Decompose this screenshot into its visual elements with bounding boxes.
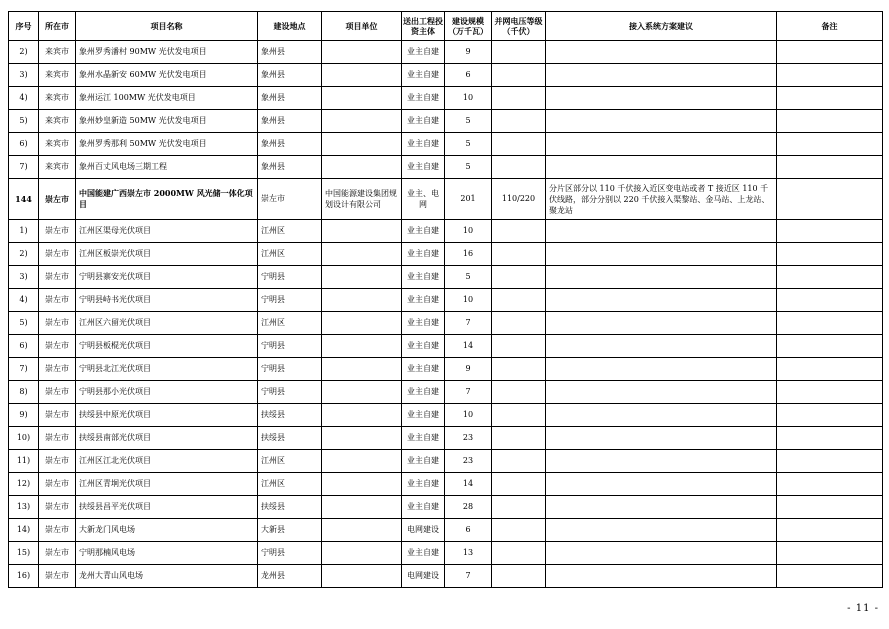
table-row: [9, 289, 883, 312]
cell-city: 来宾市: [39, 41, 76, 64]
projects-table: [8, 11, 883, 588]
cell-city: 崇左市: [39, 496, 76, 519]
cell-scale: 13: [445, 542, 492, 565]
header-voltage: 并网电压等级（千伏）: [492, 12, 546, 41]
cell-note: [777, 110, 883, 133]
cell-investor: 业主、电网: [402, 179, 445, 220]
cell-access-plan: [546, 358, 777, 381]
cell-voltage: [492, 243, 546, 266]
cell-project-name: 象州百丈风电场三期工程: [76, 156, 258, 179]
cell-scale: 23: [445, 427, 492, 450]
cell-note: [777, 358, 883, 381]
cell-location: 扶绥县: [258, 404, 322, 427]
cell-investor: 业主自建: [402, 473, 445, 496]
cell-project-name: 江州区江北光伏项目: [76, 450, 258, 473]
cell-no: 10): [9, 427, 39, 450]
cell-scale: 7: [445, 381, 492, 404]
cell-location: 象州县: [258, 87, 322, 110]
cell-voltage: [492, 381, 546, 404]
cell-project-unit: [322, 427, 402, 450]
cell-investor: 业主自建: [402, 41, 445, 64]
cell-access-plan: [546, 381, 777, 404]
cell-no: 5): [9, 110, 39, 133]
page-number: - 11 -: [847, 603, 879, 614]
cell-city: 崇左市: [39, 473, 76, 496]
cell-location: 江州区: [258, 220, 322, 243]
table-body: [9, 41, 883, 588]
cell-project-unit: [322, 289, 402, 312]
header-access-plan: 接入系统方案建议: [546, 12, 777, 41]
cell-city: 崇左市: [39, 179, 76, 220]
cell-access-plan: [546, 87, 777, 110]
cell-scale: 14: [445, 473, 492, 496]
cell-no: 3): [9, 64, 39, 87]
cell-project-unit: [322, 473, 402, 496]
cell-voltage: [492, 565, 546, 588]
cell-city: 崇左市: [39, 404, 76, 427]
cell-location: 江州区: [258, 450, 322, 473]
cell-note: [777, 64, 883, 87]
cell-note: [777, 87, 883, 110]
table-row: [9, 41, 883, 64]
table-row: [9, 404, 883, 427]
cell-location: 象州县: [258, 110, 322, 133]
header-project-unit: 项目单位: [322, 12, 402, 41]
cell-city: 来宾市: [39, 87, 76, 110]
cell-scale: 28: [445, 496, 492, 519]
cell-project-name: 扶绥县南部光伏项目: [76, 427, 258, 450]
cell-voltage: [492, 312, 546, 335]
cell-location: 象州县: [258, 41, 322, 64]
cell-project-name: 江州区渠母光伏项目: [76, 220, 258, 243]
cell-access-plan: [546, 220, 777, 243]
cell-city: 来宾市: [39, 133, 76, 156]
cell-no: 6): [9, 335, 39, 358]
cell-project-unit: [322, 243, 402, 266]
cell-note: [777, 542, 883, 565]
cell-no: 3): [9, 266, 39, 289]
cell-scale: 23: [445, 450, 492, 473]
table-row: [9, 243, 883, 266]
table-row: [9, 312, 883, 335]
cell-location: 象州县: [258, 64, 322, 87]
table-row: [9, 220, 883, 243]
table-row: [9, 381, 883, 404]
cell-project-name: 江州区青坰光伏项目: [76, 473, 258, 496]
cell-city: 来宾市: [39, 64, 76, 87]
cell-investor: 业主自建: [402, 243, 445, 266]
cell-project-name: 扶绥县中原光伏项目: [76, 404, 258, 427]
cell-city: 崇左市: [39, 565, 76, 588]
cell-voltage: [492, 87, 546, 110]
cell-no: 7): [9, 156, 39, 179]
cell-investor: 业主自建: [402, 133, 445, 156]
cell-voltage: [492, 64, 546, 87]
cell-no: 15): [9, 542, 39, 565]
cell-note: [777, 473, 883, 496]
cell-access-plan: [546, 64, 777, 87]
header-scale: 建设规模（万千瓦）: [445, 12, 492, 41]
cell-location: 崇左市: [258, 179, 322, 220]
table-row: [9, 133, 883, 156]
cell-scale: 6: [445, 64, 492, 87]
cell-location: 宁明县: [258, 381, 322, 404]
cell-investor: 业主自建: [402, 542, 445, 565]
cell-city: 来宾市: [39, 156, 76, 179]
cell-location: 龙州县: [258, 565, 322, 588]
table-header-row: [9, 12, 883, 41]
cell-voltage: [492, 41, 546, 64]
cell-project-name: 江州区六留光伏项目: [76, 312, 258, 335]
cell-scale: 5: [445, 156, 492, 179]
cell-no: 5): [9, 312, 39, 335]
cell-location: 宁明县: [258, 289, 322, 312]
cell-scale: 14: [445, 335, 492, 358]
cell-city: 崇左市: [39, 450, 76, 473]
cell-scale: 9: [445, 41, 492, 64]
cell-access-plan: [546, 404, 777, 427]
cell-access-plan: [546, 565, 777, 588]
cell-project-unit: [322, 266, 402, 289]
cell-note: [777, 220, 883, 243]
cell-scale: 10: [445, 87, 492, 110]
cell-project-name: 象州罗秀那利 50MW 光伏发电项目: [76, 133, 258, 156]
cell-investor: 电网建设: [402, 565, 445, 588]
cell-location: 江州区: [258, 243, 322, 266]
cell-access-plan: [546, 156, 777, 179]
cell-investor: 业主自建: [402, 358, 445, 381]
cell-location: 宁明县: [258, 358, 322, 381]
table-row: [9, 565, 883, 588]
header-city: 所在市: [39, 12, 76, 41]
table-row: [9, 427, 883, 450]
cell-voltage: [492, 404, 546, 427]
cell-location: 宁明县: [258, 542, 322, 565]
cell-investor: 业主自建: [402, 220, 445, 243]
cell-scale: 5: [445, 110, 492, 133]
cell-project-unit: [322, 519, 402, 542]
cell-note: [777, 312, 883, 335]
cell-project-name: 扶绥县昌平光伏项目: [76, 496, 258, 519]
cell-access-plan: [546, 110, 777, 133]
cell-investor: 业主自建: [402, 289, 445, 312]
cell-scale: 10: [445, 404, 492, 427]
cell-note: [777, 496, 883, 519]
cell-scale: 5: [445, 133, 492, 156]
cell-voltage: [492, 450, 546, 473]
cell-project-unit: [322, 358, 402, 381]
cell-project-unit: [322, 41, 402, 64]
header-location: 建设地点: [258, 12, 322, 41]
cell-no: 7): [9, 358, 39, 381]
cell-investor: 业主自建: [402, 450, 445, 473]
cell-note: [777, 565, 883, 588]
table-row: [9, 179, 883, 220]
cell-city: 崇左市: [39, 542, 76, 565]
cell-scale: 10: [445, 289, 492, 312]
table-row: [9, 358, 883, 381]
cell-investor: 业主自建: [402, 427, 445, 450]
cell-location: 象州县: [258, 133, 322, 156]
cell-access-plan: [546, 312, 777, 335]
cell-project-unit: [322, 64, 402, 87]
cell-project-name: 宁明县板棍光伏项目: [76, 335, 258, 358]
cell-no: 4): [9, 87, 39, 110]
cell-project-name: 宁明那楠风电场: [76, 542, 258, 565]
cell-no: 4): [9, 289, 39, 312]
cell-access-plan: [546, 41, 777, 64]
cell-access-plan: [546, 519, 777, 542]
table-row: [9, 110, 883, 133]
cell-note: [777, 519, 883, 542]
cell-access-plan: [546, 496, 777, 519]
cell-voltage: [492, 358, 546, 381]
table-row: [9, 335, 883, 358]
cell-project-unit: [322, 542, 402, 565]
cell-project-unit: 中国能源建设集团规划设计有限公司: [322, 179, 402, 220]
cell-scale: 7: [445, 565, 492, 588]
cell-voltage: [492, 133, 546, 156]
cell-investor: 业主自建: [402, 110, 445, 133]
cell-project-name: 中国能建广西崇左市 2000MW 风光储一体化项目: [76, 179, 258, 220]
cell-project-unit: [322, 450, 402, 473]
cell-access-plan: [546, 266, 777, 289]
header-project-name: 项目名称: [76, 12, 258, 41]
cell-voltage: [492, 289, 546, 312]
cell-note: [777, 41, 883, 64]
cell-location: 大新县: [258, 519, 322, 542]
cell-no: 13): [9, 496, 39, 519]
cell-note: [777, 335, 883, 358]
cell-project-unit: [322, 565, 402, 588]
cell-project-unit: [322, 335, 402, 358]
cell-city: 崇左市: [39, 289, 76, 312]
table-row: [9, 519, 883, 542]
cell-voltage: [492, 266, 546, 289]
cell-project-unit: [322, 404, 402, 427]
table-row: [9, 473, 883, 496]
cell-voltage: [492, 542, 546, 565]
cell-location: 宁明县: [258, 266, 322, 289]
header-no: 序号: [9, 12, 39, 41]
cell-scale: 7: [445, 312, 492, 335]
cell-no: 14): [9, 519, 39, 542]
cell-no: 1): [9, 220, 39, 243]
cell-project-unit: [322, 496, 402, 519]
cell-investor: 电网建设: [402, 519, 445, 542]
cell-no: 2): [9, 243, 39, 266]
cell-project-unit: [322, 220, 402, 243]
cell-note: [777, 404, 883, 427]
cell-investor: 业主自建: [402, 266, 445, 289]
cell-voltage: [492, 496, 546, 519]
cell-project-name: 宁明县北江光伏项目: [76, 358, 258, 381]
cell-project-unit: [322, 110, 402, 133]
cell-access-plan: [546, 133, 777, 156]
cell-project-name: 大新龙门风电场: [76, 519, 258, 542]
cell-project-name: 宁明县峙书光伏项目: [76, 289, 258, 312]
table-row: [9, 542, 883, 565]
cell-voltage: [492, 156, 546, 179]
table-row: [9, 450, 883, 473]
cell-no: 8): [9, 381, 39, 404]
cell-scale: 10: [445, 220, 492, 243]
cell-investor: 业主自建: [402, 312, 445, 335]
cell-note: [777, 266, 883, 289]
cell-no: 144: [9, 179, 39, 220]
cell-scale: 9: [445, 358, 492, 381]
cell-access-plan: [546, 289, 777, 312]
cell-voltage: [492, 519, 546, 542]
cell-project-name: 江州区板崇光伏项目: [76, 243, 258, 266]
cell-scale: 201: [445, 179, 492, 220]
cell-project-name: 宁明县那小光伏项目: [76, 381, 258, 404]
cell-investor: 业主自建: [402, 404, 445, 427]
cell-note: [777, 427, 883, 450]
cell-no: 11): [9, 450, 39, 473]
table-row: [9, 496, 883, 519]
cell-city: 崇左市: [39, 312, 76, 335]
cell-note: [777, 133, 883, 156]
cell-scale: 5: [445, 266, 492, 289]
cell-city: 崇左市: [39, 358, 76, 381]
cell-city: 来宾市: [39, 110, 76, 133]
cell-no: 9): [9, 404, 39, 427]
cell-project-name: 象州运江 100MW 光伏发电项目: [76, 87, 258, 110]
cell-project-name: 象州水晶新安 60MW 光伏发电项目: [76, 64, 258, 87]
cell-access-plan: [546, 335, 777, 358]
cell-scale: 6: [445, 519, 492, 542]
cell-voltage: [492, 110, 546, 133]
cell-project-name: 象州罗秀潘村 90MW 光伏发电项目: [76, 41, 258, 64]
cell-location: 扶绥县: [258, 427, 322, 450]
cell-project-unit: [322, 133, 402, 156]
cell-investor: 业主自建: [402, 335, 445, 358]
cell-location: 江州区: [258, 312, 322, 335]
cell-investor: 业主自建: [402, 496, 445, 519]
cell-city: 崇左市: [39, 381, 76, 404]
cell-project-unit: [322, 381, 402, 404]
cell-city: 崇左市: [39, 335, 76, 358]
cell-note: [777, 450, 883, 473]
table-row: [9, 87, 883, 110]
cell-voltage: [492, 335, 546, 358]
cell-location: 扶绥县: [258, 496, 322, 519]
header-investor: 送出工程投资主体: [402, 12, 445, 41]
cell-note: [777, 381, 883, 404]
cell-note: [777, 156, 883, 179]
cell-investor: 业主自建: [402, 156, 445, 179]
cell-location: 宁明县: [258, 335, 322, 358]
cell-scale: 16: [445, 243, 492, 266]
cell-project-name: 象州妙皇新造 50MW 光伏发电项目: [76, 110, 258, 133]
table-row: [9, 266, 883, 289]
cell-project-name: 龙州大青山风电场: [76, 565, 258, 588]
cell-voltage: [492, 220, 546, 243]
cell-project-unit: [322, 156, 402, 179]
cell-note: [777, 289, 883, 312]
cell-city: 崇左市: [39, 427, 76, 450]
cell-access-plan: [546, 542, 777, 565]
cell-access-plan: [546, 450, 777, 473]
cell-location: 江州区: [258, 473, 322, 496]
cell-city: 崇左市: [39, 519, 76, 542]
cell-voltage: [492, 427, 546, 450]
cell-project-name: 宁明县寨安光伏项目: [76, 266, 258, 289]
cell-voltage: 110/220: [492, 179, 546, 220]
cell-project-unit: [322, 87, 402, 110]
cell-city: 崇左市: [39, 266, 76, 289]
header-note: 备注: [777, 12, 883, 41]
cell-access-plan: [546, 473, 777, 496]
cell-no: 12): [9, 473, 39, 496]
cell-investor: 业主自建: [402, 64, 445, 87]
cell-voltage: [492, 473, 546, 496]
cell-note: [777, 243, 883, 266]
cell-investor: 业主自建: [402, 381, 445, 404]
cell-city: 崇左市: [39, 243, 76, 266]
cell-access-plan: [546, 243, 777, 266]
table-row: [9, 156, 883, 179]
cell-no: 16): [9, 565, 39, 588]
cell-city: 崇左市: [39, 220, 76, 243]
cell-investor: 业主自建: [402, 87, 445, 110]
cell-note: [777, 179, 883, 220]
cell-access-plan: [546, 427, 777, 450]
cell-no: 6): [9, 133, 39, 156]
cell-no: 2): [9, 41, 39, 64]
cell-project-unit: [322, 312, 402, 335]
cell-location: 象州县: [258, 156, 322, 179]
cell-access-plan: 分片区部分以 110 千伏接入近区变电站或者 T 接近区 110 千伏线路，部分分别以 220 千伏接入渠黎站、金马站、上龙站、聚龙站: [546, 179, 777, 220]
table-row: [9, 64, 883, 87]
